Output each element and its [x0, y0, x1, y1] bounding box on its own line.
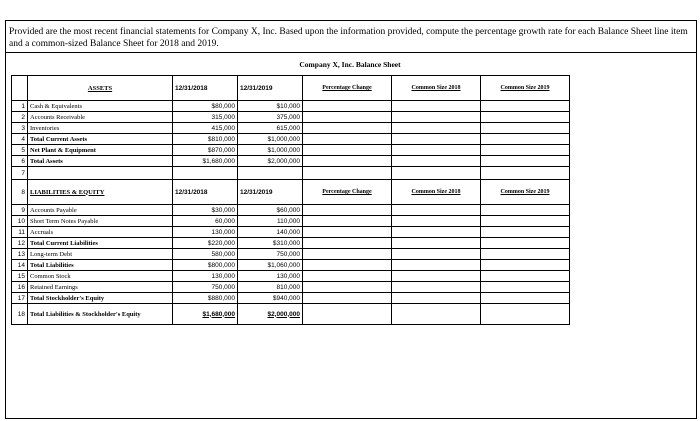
- value-2018: $220,000: [173, 238, 238, 249]
- line-item-label: Inventories: [28, 123, 173, 134]
- value-2018: 130,000: [173, 271, 238, 282]
- row-number: 14: [12, 260, 28, 271]
- value-2018: $800,000: [173, 260, 238, 271]
- balance-sheet-table: [11, 75, 570, 325]
- common-size-2019-input[interactable]: [481, 260, 570, 271]
- common-size-2018-input[interactable]: [392, 227, 481, 238]
- common-size-2019-input[interactable]: [481, 112, 570, 123]
- value-2018: $80,000: [173, 101, 238, 112]
- line-item-label: Total Liabilities: [28, 260, 173, 271]
- common-size-2019-input[interactable]: [481, 167, 570, 180]
- pct-change-input[interactable]: [303, 249, 392, 260]
- common-size-2019-input[interactable]: [481, 293, 570, 304]
- value-2019: $2,000,000: [238, 156, 303, 167]
- value-2018: 130,000: [173, 227, 238, 238]
- pct-change-header: Percentage Change: [303, 180, 392, 205]
- common-size-2018-input[interactable]: [392, 101, 481, 112]
- common-size-2018-input[interactable]: [392, 205, 481, 216]
- table-row: [12, 112, 570, 123]
- common-size-2018-input[interactable]: [392, 167, 481, 180]
- common-size-2018-input[interactable]: [392, 260, 481, 271]
- table-row: [12, 156, 570, 167]
- row-number: 3: [12, 123, 28, 134]
- row-number: 13: [12, 249, 28, 260]
- row-number: 9: [12, 205, 28, 216]
- common-size-2018-input[interactable]: [392, 271, 481, 282]
- pct-change-input[interactable]: [303, 112, 392, 123]
- line-item-label: Common Stock: [28, 271, 173, 282]
- table-row: [12, 205, 570, 216]
- table-row: [12, 123, 570, 134]
- value-2019: 130,000: [238, 271, 303, 282]
- line-item-label: Net Plant & Equipment: [28, 145, 173, 156]
- value-2019: [238, 167, 303, 180]
- assets-heading-text: ASSETS: [87, 84, 113, 92]
- value-2019: $60,000: [238, 205, 303, 216]
- line-item-label: Accounts Payable: [28, 205, 173, 216]
- common-size-2018-input[interactable]: [392, 293, 481, 304]
- row-number: 18: [12, 304, 28, 325]
- value-2018: $30,000: [173, 205, 238, 216]
- table-row: [12, 167, 570, 180]
- pct-change-input[interactable]: [303, 216, 392, 227]
- value-2018: 750,000: [173, 282, 238, 293]
- pct-change-input[interactable]: [303, 227, 392, 238]
- value-2019: [238, 304, 303, 325]
- line-item-label: Total Current Assets: [28, 134, 173, 145]
- pct-change-input[interactable]: [303, 156, 392, 167]
- table-row: [12, 293, 570, 304]
- liabilities-header-row: [12, 180, 570, 205]
- total-value-2019: $2,000,000: [267, 310, 300, 318]
- liabilities-heading-text: LIABILITIES & EQUITY: [30, 188, 105, 196]
- row-number: 11: [12, 227, 28, 238]
- common-size-2018-input[interactable]: [392, 112, 481, 123]
- date-2018-header: 12/31/2018: [173, 76, 238, 101]
- common-size-2018-input[interactable]: [392, 145, 481, 156]
- common-size-2019-input[interactable]: [481, 271, 570, 282]
- common-size-2018-input[interactable]: [392, 134, 481, 145]
- value-2018: $810,000: [173, 134, 238, 145]
- pct-change-input[interactable]: [303, 260, 392, 271]
- table-row: [12, 216, 570, 227]
- row-number: 7: [12, 167, 28, 180]
- row-number: 4: [12, 134, 28, 145]
- row-number: 6: [12, 156, 28, 167]
- value-2018: 315,000: [173, 112, 238, 123]
- pct-change-header: Percentage Change: [303, 76, 392, 101]
- common-size-2019-input[interactable]: [481, 238, 570, 249]
- value-2019: 110,000: [238, 216, 303, 227]
- row-number: [12, 76, 28, 101]
- table-row: [12, 134, 570, 145]
- line-item-label: Short Term Notes Payable: [28, 216, 173, 227]
- table-row: [12, 304, 570, 325]
- common-size-2018-header: Common Size 2018: [392, 76, 481, 101]
- value-2019: $1,000,000: [238, 134, 303, 145]
- common-size-2019-input[interactable]: [481, 134, 570, 145]
- value-2019: 615,000: [238, 123, 303, 134]
- row-number: 15: [12, 271, 28, 282]
- common-size-2019-input[interactable]: [481, 227, 570, 238]
- row-number: 5: [12, 145, 28, 156]
- line-item-label: [28, 167, 173, 180]
- common-size-2019-input[interactable]: [481, 101, 570, 112]
- assets-heading: [28, 76, 173, 101]
- table-row: [12, 271, 570, 282]
- row-number: 8: [12, 180, 28, 205]
- total-value-2018: $1,680,000: [202, 310, 235, 318]
- common-size-2018-header: Common Size 2018: [392, 180, 481, 205]
- value-2018: [173, 304, 238, 325]
- pct-change-input[interactable]: [303, 293, 392, 304]
- line-item-label: Total Liabilities & Stockholder's Equity: [28, 304, 173, 325]
- value-2019: 375,000: [238, 112, 303, 123]
- common-size-2018-input[interactable]: [392, 304, 481, 325]
- date-2019-header: 12/31/2019: [238, 76, 303, 101]
- value-2018: [173, 167, 238, 180]
- table-caption: Company X, Inc. Balance Sheet: [299, 60, 401, 69]
- common-size-2018-input[interactable]: [392, 156, 481, 167]
- liabilities-heading: [28, 180, 173, 205]
- common-size-2018-input[interactable]: [392, 249, 481, 260]
- line-item-label: Cash & Equivalents: [28, 101, 173, 112]
- value-2018: 580,000: [173, 249, 238, 260]
- value-2019: $1,000,000: [238, 145, 303, 156]
- table-row: [12, 101, 570, 112]
- divider: [5, 52, 697, 53]
- value-2019: 140,000: [238, 227, 303, 238]
- common-size-2018-input[interactable]: [392, 238, 481, 249]
- pct-change-input[interactable]: [303, 134, 392, 145]
- common-size-2019-input[interactable]: [481, 205, 570, 216]
- table-row: [12, 260, 570, 271]
- table-row: [12, 249, 570, 260]
- value-2019: 810,000: [238, 282, 303, 293]
- common-size-2019-header: Common Size 2019: [481, 76, 570, 101]
- row-number: 1: [12, 101, 28, 112]
- row-number: 17: [12, 293, 28, 304]
- pct-change-input[interactable]: [303, 123, 392, 134]
- table-row: [12, 227, 570, 238]
- pct-change-input[interactable]: [303, 167, 392, 180]
- row-number: 12: [12, 238, 28, 249]
- value-2018: $870,000: [173, 145, 238, 156]
- pct-change-input[interactable]: [303, 271, 392, 282]
- common-size-2019-input[interactable]: [481, 145, 570, 156]
- common-size-2019-input[interactable]: [481, 123, 570, 134]
- pct-change-input[interactable]: [303, 145, 392, 156]
- common-size-2019-input[interactable]: [481, 216, 570, 227]
- line-item-label: Retained Earnings: [28, 282, 173, 293]
- pct-change-input[interactable]: [303, 282, 392, 293]
- value-2019: 750,000: [238, 249, 303, 260]
- row-number: 2: [12, 112, 28, 123]
- pct-change-input[interactable]: [303, 238, 392, 249]
- value-2018: 60,000: [173, 216, 238, 227]
- date-2018-header: 12/31/2018: [173, 180, 238, 205]
- common-size-2019-input[interactable]: [481, 249, 570, 260]
- instructions-text: Provided are the most recent financial statements for Company X, Inc. Based upon the information provided, compute the percentage growth rate for each Balance Sheet line item and a common-sized Balance Sheet for 2018 and 2019.: [9, 27, 688, 49]
- value-2019: $940,000: [238, 293, 303, 304]
- date-2019-header: 12/31/2019: [238, 180, 303, 205]
- common-size-2018-input[interactable]: [392, 282, 481, 293]
- table-row: [12, 282, 570, 293]
- common-size-2018-input[interactable]: [392, 123, 481, 134]
- common-size-2019-header: Common Size 2019: [481, 180, 570, 205]
- common-size-2019-input[interactable]: [481, 156, 570, 167]
- table-row: [12, 145, 570, 156]
- value-2019: $1,060,000: [238, 260, 303, 271]
- pct-change-input[interactable]: [303, 304, 392, 325]
- line-item-label: Long-term Debt: [28, 249, 173, 260]
- value-2019: $10,000: [238, 101, 303, 112]
- assets-header-row: [12, 76, 570, 101]
- value-2019: $310,000: [238, 238, 303, 249]
- common-size-2018-input[interactable]: [392, 216, 481, 227]
- line-item-label: Accounts Receivable: [28, 112, 173, 123]
- line-item-label: Total Current Liabilities: [28, 238, 173, 249]
- row-number: 10: [12, 216, 28, 227]
- pct-change-input[interactable]: [303, 101, 392, 112]
- common-size-2019-input[interactable]: [481, 282, 570, 293]
- table-row: [12, 238, 570, 249]
- common-size-2019-input[interactable]: [481, 304, 570, 325]
- line-item-label: Total Assets: [28, 156, 173, 167]
- pct-change-input[interactable]: [303, 205, 392, 216]
- line-item-label: Total Stockholder's Equity: [28, 293, 173, 304]
- value-2018: $880,000: [173, 293, 238, 304]
- value-2018: $1,680,000: [173, 156, 238, 167]
- value-2018: 415,000: [173, 123, 238, 134]
- line-item-label: Accruals: [28, 227, 173, 238]
- row-number: 16: [12, 282, 28, 293]
